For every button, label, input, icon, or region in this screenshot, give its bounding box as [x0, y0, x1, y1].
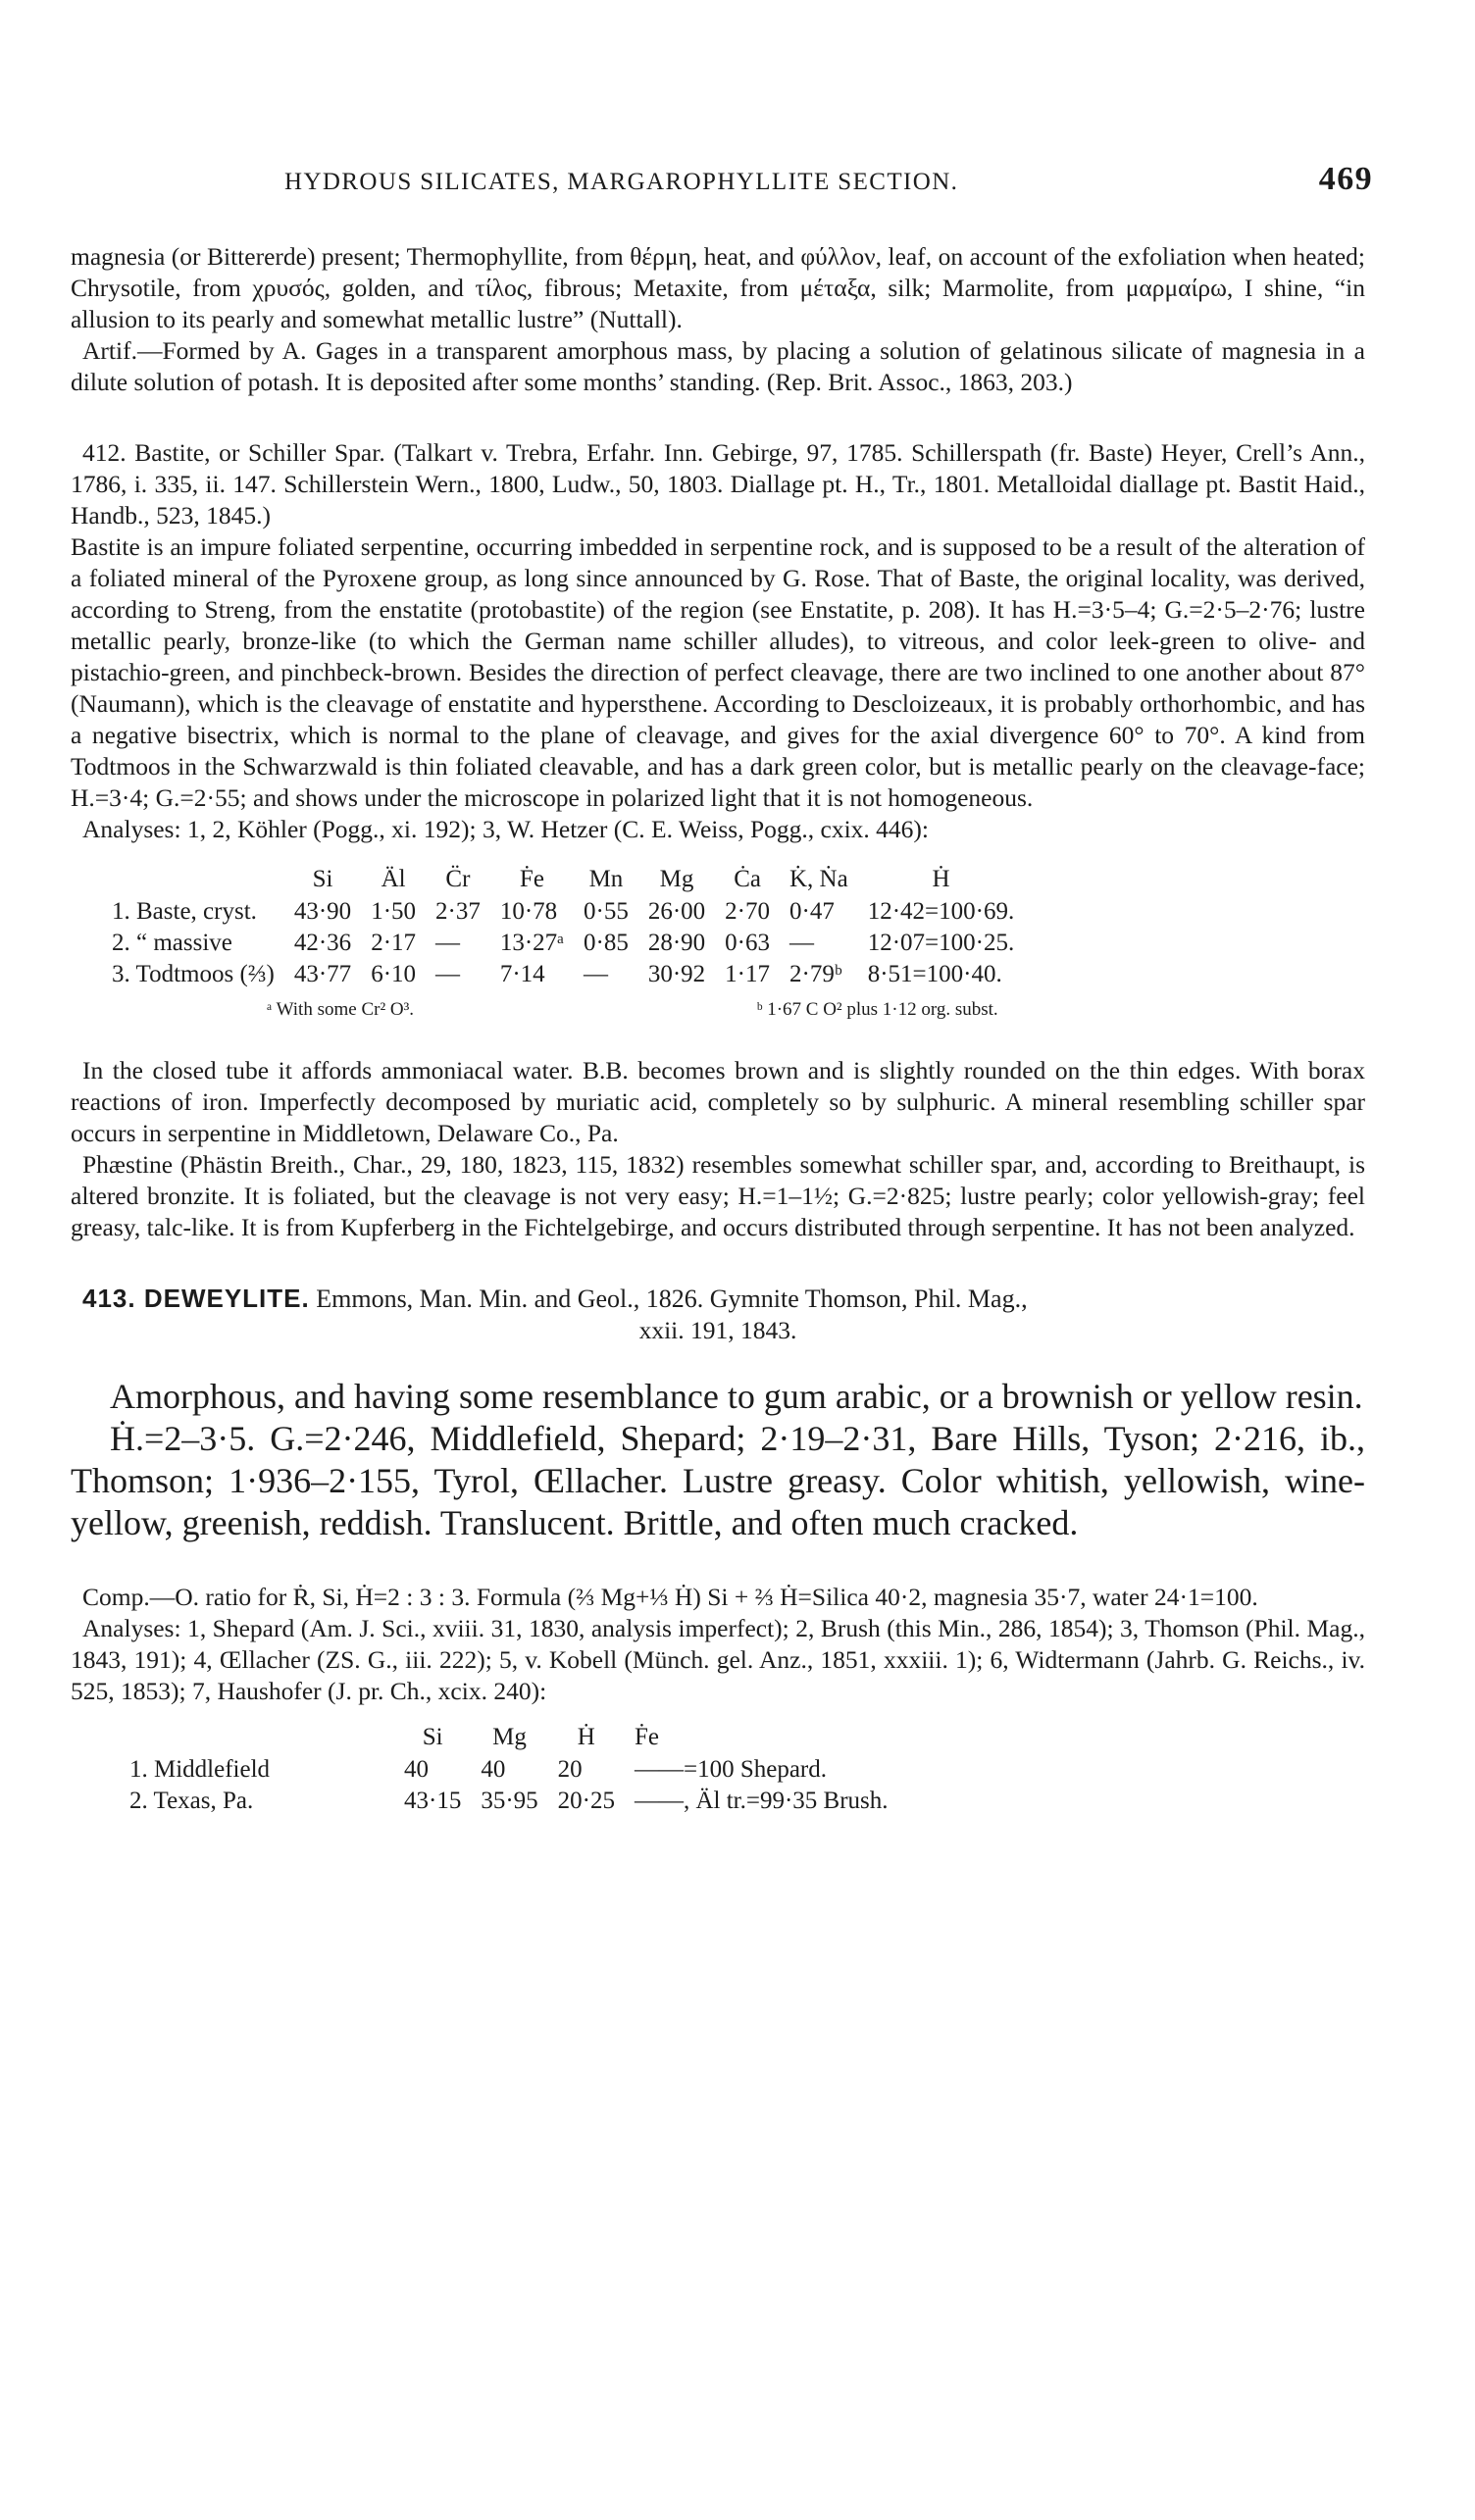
cell: — [435, 930, 461, 956]
page-body [71, 241, 1365, 1817]
col-header: Ḟe [519, 866, 544, 892]
col-header: Si [312, 866, 333, 892]
col-header [120, 1721, 394, 1754]
deweylite-ref-2: xxii. 191, 1843. [638, 1316, 797, 1344]
closed-tube-paragraph: In the closed tube it affords ammoniacal water. B.B. becomes brown and is slightly rounded on the thin edges. With borax reactions of iron. Imperfectly decomposed by muriatic acid, completely so by sulphuric. A mineral resembling schiller spar occurs in serpentine in Middletown, Delaware Co., Pa. [71, 1056, 1365, 1147]
footnote-a: ᵃ With some Cr² O³. [267, 999, 415, 1020]
phaestine-paragraph: Phæstine (Phästin Breith., Char., 29, 180, 1823, 115, 1832) resembles somewhat schiller spar, and, according to Breithaupt, is altered bronzite. It is foliated, but the cleavage is not very easy; H.=1–1½; G.=2·825; lustre pearly; color yellowish-gray; feel greasy, talc-like. It is from Kupferberg in the Fichtelgebirge, and occurs distributed through serpentine. It has not been analyzed. [71, 1150, 1365, 1241]
col-header: Äl [381, 866, 406, 892]
cell: 40 [404, 1756, 429, 1783]
col-header [102, 863, 284, 896]
bastite-heading: 412. Bastite, or Schiller Spar. (Talkart v. Trebra, Erfahr. Inn. Gebirge, 97, 1785. Schillerspath (fr. Baste) Heyer, Crell’s Ann., 1786, i. 335, ii. 147. Schillerstein Wern., 1800, Ludw., 50, 1803. Diallage pt. H., Tr., 1801. Metalloidal diallage pt. Bastit Haid., Handb., 523, 1845.) [71, 438, 1365, 529]
deweylite-name: 413. DEWEYLITE. [82, 1284, 310, 1313]
deweylite-desc-1: Amorphous, and having some resemblance to gum arabic, or a brownish or yellow resin. [110, 1377, 1363, 1416]
cell: 1·17 [725, 961, 770, 987]
footnote-b: ᵇ 1·67 C O² plus 1·12 org. subst. [756, 999, 998, 1020]
deweylite-ref: Emmons, Man. Min. and Geol., 1826. Gymnite Thomson, Phil. Mag., [316, 1285, 1028, 1313]
cell: 2·79ᵇ [789, 961, 842, 987]
cell: 0·85 [584, 930, 629, 956]
deweylite-description [71, 1376, 1365, 1544]
col-header: C̈r [445, 866, 471, 892]
cell: 13·27ᵃ [499, 930, 565, 956]
table-row [120, 1786, 898, 1817]
bastite-analysis-table [102, 863, 1024, 990]
bastite-body: Bastite is an impure foliated serpentine, occurring imbedded in serpentine rock, and is supposed to be a result of the alteration of a foliated mineral of the Pyroxene group, as long since announced by G. Rose. That of Baste, the original locality, was derived, according to Streng, from the enstatite (protobastite) of the region (see Enstatite, p. 208). It has H.=3·5–4; G.=2·5–2·76; lustre metallic pearly, bronze-like (to which the German name schiller alludes), to vitreous, and color leek-green to olive- and pistachio-green, and pinchbeck-brown. Besides the direction of perfect cleavage, there are two inclined to one another about 87° (Naumann), which is the cleavage of enstatite and hypersthene. According to Descloizeaux, it is probably orthorhombic, and has a negative bisectrix, which is normal to the plane of cleavage, and gives for the axial divergence 60° to 70°. A kind from Todtmoos in the Schwarzwald is thin foliated cleavable, and has a dark green color, but is metallic pearly on the cleavage-face; H.=3·4; G.=2·55; and shows under the microscope in polarized light that it is not homogeneous. [71, 532, 1365, 812]
cell: 0·55 [584, 898, 629, 925]
cell: 1·50 [371, 898, 417, 925]
table-header-row [102, 863, 1024, 896]
bastite-analyses-intro: Analyses: 1, 2, Köhler (Pogg., xi. 192); 3, W. Hetzer (C. E. Weiss, Pogg., cxix. 446): [82, 815, 929, 843]
cell: — [435, 961, 461, 987]
cell: 0·47 [789, 898, 835, 925]
cell: ——, Äl tr.=99·35 Brush. [634, 1788, 889, 1814]
cell: 10·78 [499, 898, 558, 925]
table-row [102, 959, 1024, 990]
cell: 6·10 [371, 961, 417, 987]
deweylite-desc-2: Ḣ.=2–3·5. G.=2·246, Middlefield, Shepard; 2·19–2·31, Bare Hills, Tyson; 2·216, ib., Thomson; 1·936–2·155, Tyrol, Œllacher. Lustre greasy. Color whitish, yellowish, wine-yellow, greenish, reddish. Translucent. Brittle, and often much cracked. [71, 1419, 1365, 1542]
cell: 43·15 [404, 1788, 462, 1814]
table-row [102, 896, 1024, 928]
cell: 30·92 [647, 961, 706, 987]
cell: 7·14 [499, 961, 545, 987]
cell: 2. “ massive [112, 930, 232, 956]
cell: 26·00 [647, 898, 706, 925]
cell: 8·51=100·40. [867, 961, 1002, 987]
cell: 2·17 [371, 930, 417, 956]
col-header: Mg [492, 1724, 527, 1750]
cell: 12·42=100·69. [867, 898, 1015, 925]
cell: 20 [557, 1756, 583, 1783]
cell: 2. Texas, Pa. [129, 1788, 254, 1814]
deweylite-heading [71, 1283, 1365, 1315]
cell: 35·95 [481, 1788, 538, 1814]
cell: 40 [481, 1756, 506, 1783]
table-row [120, 1754, 898, 1786]
artif-paragraph: Artif.—Formed by A. Gages in a transparent amorphous mass, by placing a solution of gelatinous silicate of magnesia in a dilute solution of potash. It is deposited after some months’ standing. (Rep. Brit. Assoc., 1863, 203.) [71, 336, 1365, 396]
cell: 43·90 [293, 898, 352, 925]
deweylite-analyses: Analyses: 1, Shepard (Am. J. Sci., xviii. 31, 1830, analysis imperfect); 2, Brush (this Min., 286, 1854); 3, Thomson (Phil. Mag., 1843, 191); 4, Œllacher (ZS. G., iii. 222); 5, v. Kobell (Münch. gel. Anz., 1851, xxxiii. 1); 6, Widtermann (Jahrb. G. Reichs., iv. 525, 1853); 7, Haushofer (J. pr. Ch., xcix. 240): [71, 1614, 1365, 1705]
col-header: Mn [588, 866, 624, 892]
running-head [284, 161, 1373, 197]
col-header: Ḟe [634, 1724, 659, 1750]
cell: 2·70 [725, 898, 770, 925]
cell: — [789, 930, 814, 956]
cell: — [584, 961, 609, 987]
col-header: Ḣ [577, 1724, 595, 1750]
col-header: Mg [659, 866, 694, 892]
table-footnotes [267, 994, 1365, 1026]
cell: 43·77 [293, 961, 352, 987]
running-title: HYDROUS SILICATES, MARGAROPHYLLITE SECTION. [284, 169, 959, 195]
table-header-row [120, 1721, 898, 1754]
cell: 1. Baste, cryst. [112, 898, 257, 925]
table-row [102, 928, 1024, 959]
cell: 1. Middlefield [129, 1756, 271, 1783]
col-header: K̇, Ṅa [789, 866, 848, 892]
cell: ——=100 Shepard. [634, 1756, 828, 1783]
cell: 3. Todtmoos (⅔) [112, 961, 275, 987]
page-number: 469 [1318, 161, 1373, 197]
cell: 28·90 [647, 930, 706, 956]
cell: 42·36 [293, 930, 352, 956]
deweylite-comp: Comp.—O. ratio for Ṙ, Si, Ḣ=2 : 3 : 3. Formula (⅔ Mg+⅓ Ḣ) Si + ⅔ Ḣ=Silica 40·2, magnesia 35·7, water 24·1=100. [82, 1583, 1258, 1611]
col-header: Ċa [734, 866, 761, 892]
col-header: Ḣ [932, 866, 950, 892]
intro-paragraph: magnesia (or Bittererde) present; Thermophyllite, from θέρμη, heat, and φύλλον, leaf, on account of the exfoliation when heated; Chrysotile, from χρυσός, golden, and τίλος, fibrous; Metaxite, from μέταξα, silk; Marmolite, from μαρμαίρω, I shine, “in allusion to its pearly and somewhat metallic lustre” (Nuttall). [71, 242, 1365, 333]
cell: 0·63 [725, 930, 770, 956]
col-header: Si [422, 1724, 443, 1750]
cell: 20·25 [557, 1788, 615, 1814]
cell: 2·37 [435, 898, 481, 925]
deweylite-analysis-table [120, 1721, 898, 1817]
cell: 12·07=100·25. [867, 930, 1015, 956]
